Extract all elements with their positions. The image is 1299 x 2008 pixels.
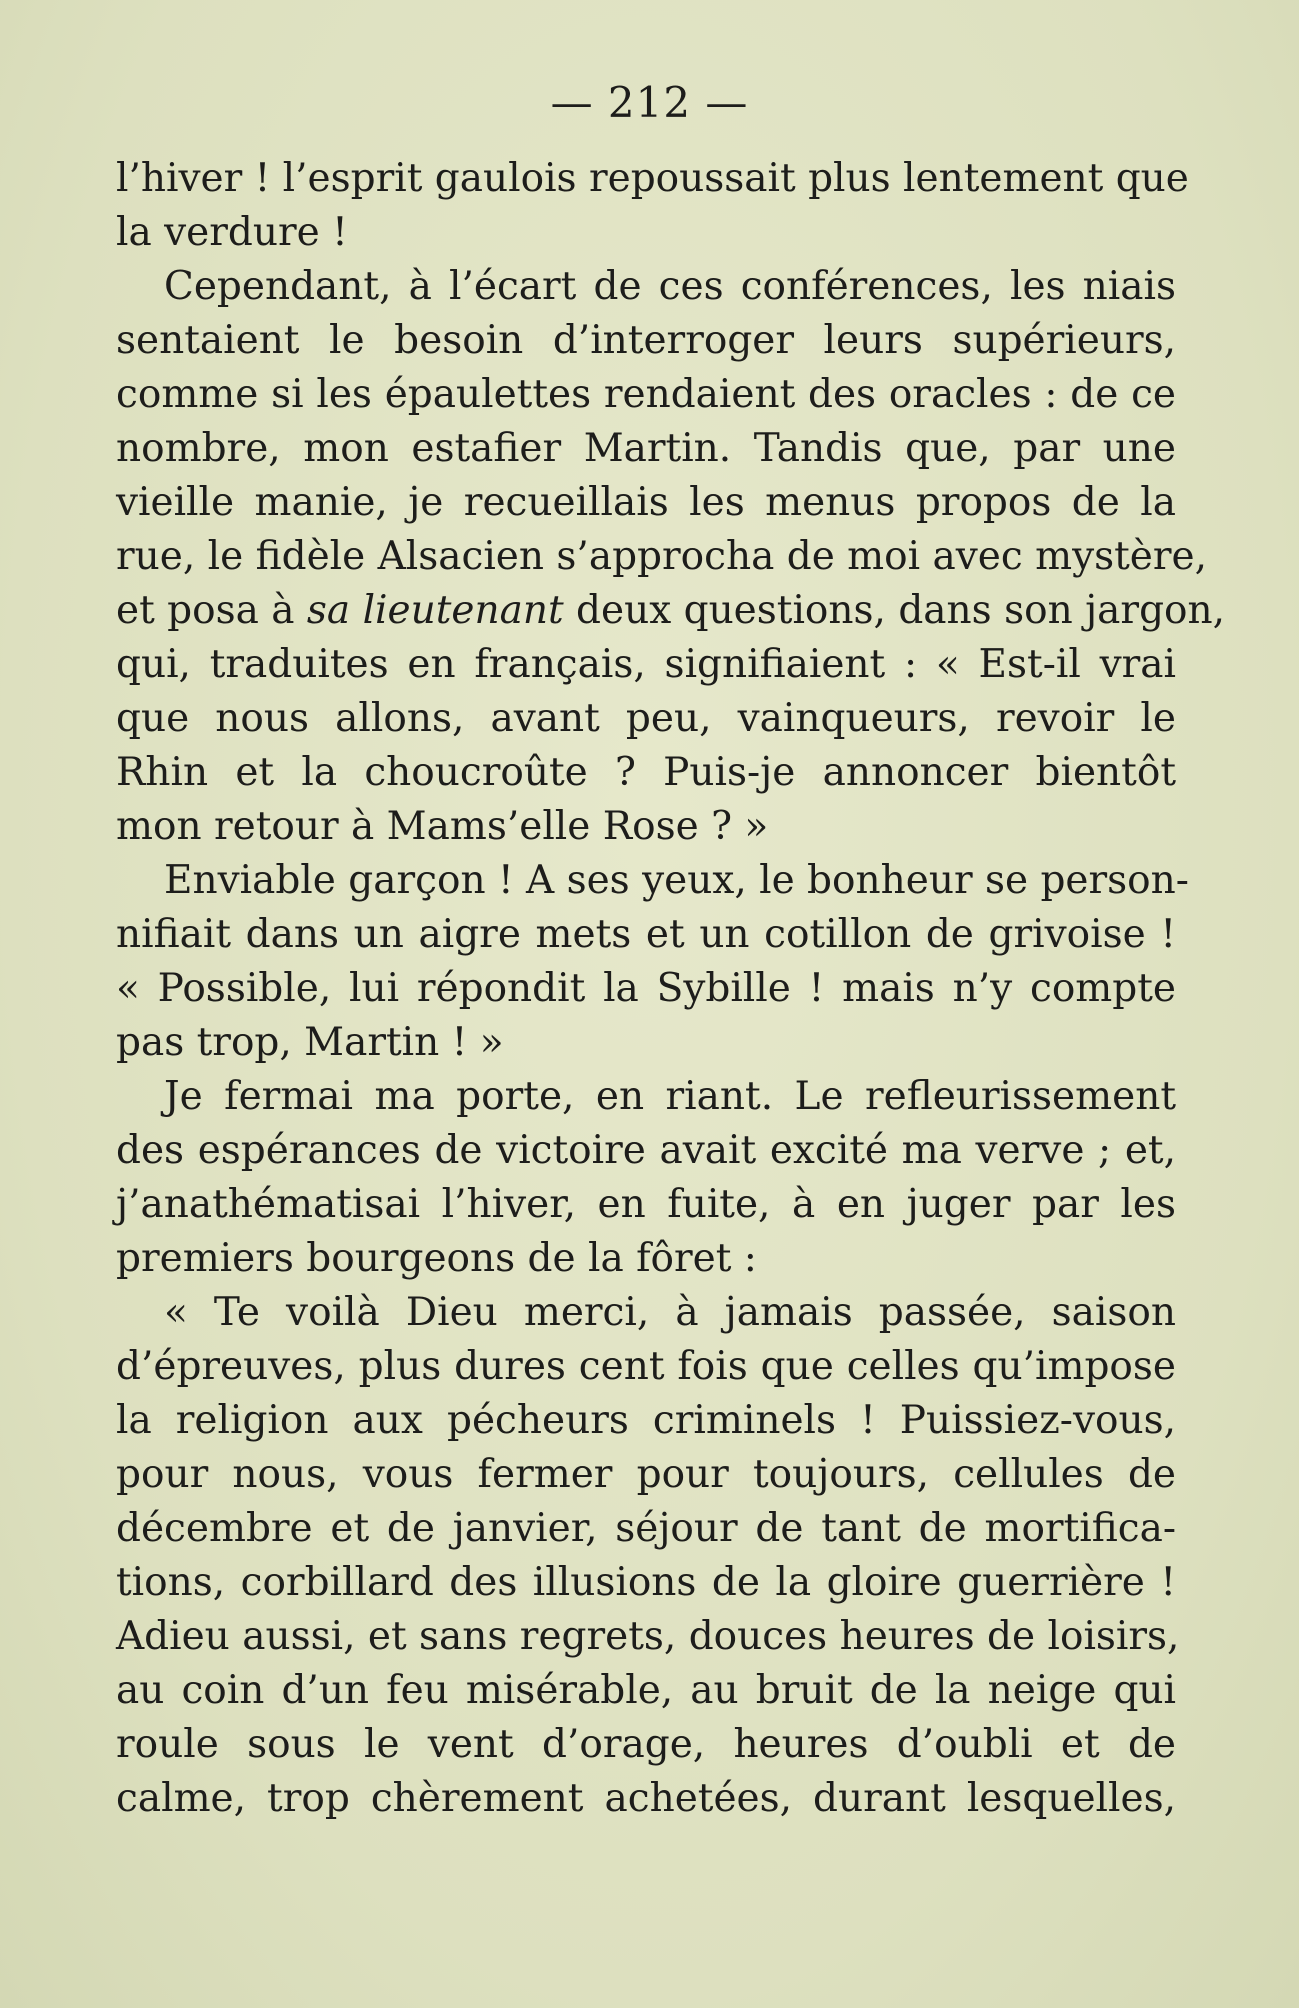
text-line: Enviable garçon ! A ses yeux, le bonheur se person- [164, 858, 1189, 903]
text-line: que nous allons, avant peu, vainqueurs, revoir le [116, 696, 1176, 741]
text-line: Cependant, à l’écart de ces conférences, les niais [164, 264, 1176, 309]
text-line: nombre, mon estafier Martin. Tandis que, par une [116, 426, 1176, 471]
text-line [116, 584, 1226, 638]
text-line: sentaient le besoin d’interroger leurs supérieurs, [116, 318, 1176, 363]
text-line: Adieu aussi, et sans regrets, douces heures de loisirs, [116, 1614, 1180, 1659]
text-line: tions, corbillard des illusions de la gloire guerrière ! [116, 1560, 1176, 1605]
text-line: pas trop, Martin ! » [116, 1020, 504, 1065]
text-line: Rhin et la choucroûte ? Puis-je annoncer bientôt [116, 750, 1176, 795]
italic-phrase: sa lieutenant [306, 588, 564, 633]
text-line: Je fermai ma porte, en riant. Le refleurissement [164, 1074, 1176, 1119]
text-line: au coin d’un feu misérable, au bruit de la neige qui [116, 1668, 1176, 1713]
text-line: comme si les épaulettes rendaient des oracles : de ce [116, 372, 1176, 417]
text-line: vieille manie, je recueillais les menus propos de la [116, 480, 1176, 525]
text-line: premiers bourgeons de la fôret : [116, 1236, 757, 1281]
text-line: d’épreuves, plus dures cent fois que celles qu’impose [116, 1344, 1176, 1389]
text-line: « Te voilà Dieu merci, à jamais passée, saison [164, 1290, 1176, 1335]
text-segment: deux questions, dans son jargon, [576, 588, 1226, 633]
text-line: rue, le fidèle Alsacien s’approcha de moi avec mystère, [116, 534, 1208, 579]
text-line: pour nous, vous fermer pour toujours, cellules de [116, 1452, 1176, 1497]
text-line: « Possible, lui répondit la Sybille ! mais n’y compte [116, 966, 1176, 1011]
text-line: décembre et de janvier, séjour de tant de mortifica- [116, 1506, 1176, 1551]
text-line: nifiait dans un aigre mets et un cotillon de grivoise ! [116, 912, 1176, 957]
text-line: des espérances de victoire avait excité ma verve ; et, [116, 1128, 1176, 1173]
text-line: qui, traduites en français, signifiaient : « Est-il vrai [116, 642, 1176, 687]
page-number: — 212 — [550, 78, 749, 127]
text-line: la verdure ! [116, 210, 348, 255]
text-line: roule sous le vent d’orage, heures d’oubli et de [116, 1722, 1176, 1767]
text-line: mon retour à Mams’elle Rose ? » [116, 804, 769, 849]
text-line: la religion aux pécheurs criminels ! Puissiez-vous, [116, 1398, 1176, 1443]
text-segment: et posa à [116, 588, 295, 633]
text-line: l’hiver ! l’esprit gaulois repoussait plus lentement que [116, 156, 1189, 201]
body-text [116, 152, 1226, 1826]
text-line: calme, trop chèrement achetées, durant lesquelles, [116, 1776, 1176, 1821]
text-line: j’anathématisai l’hiver, en fuite, à en juger par les [116, 1182, 1176, 1227]
